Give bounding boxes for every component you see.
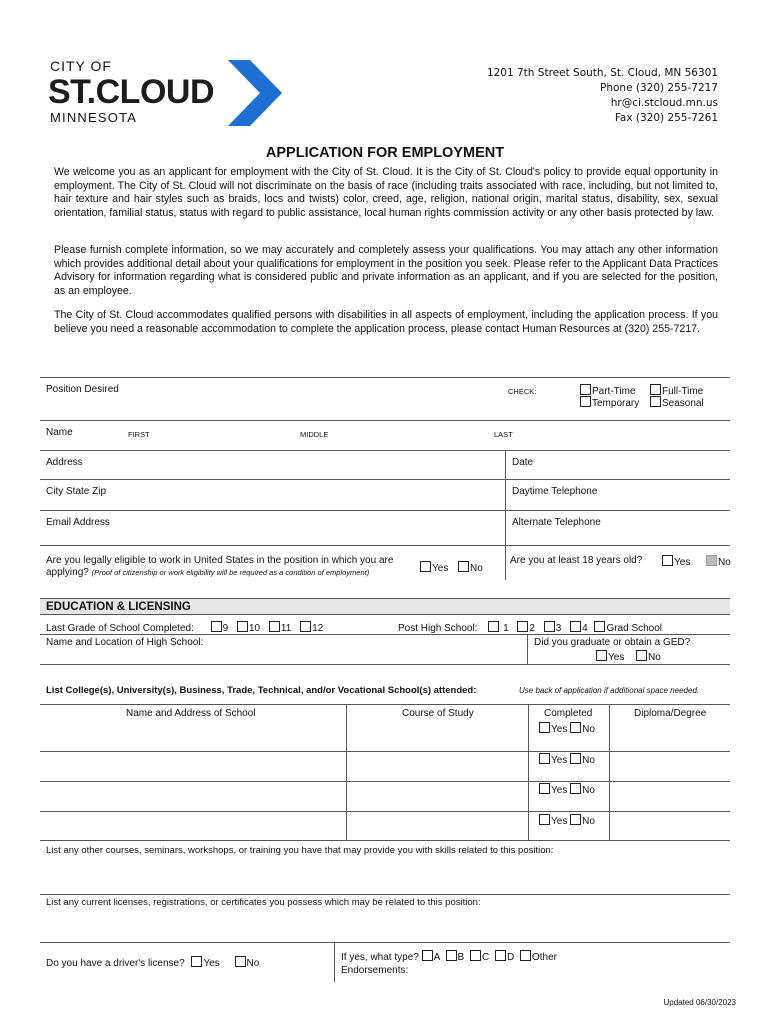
ged-yes-option[interactable] [596,650,624,663]
intro-paragraph-3: The City of St. Cloud accommodates qualified persons with disabilities in all aspects of employment, including the application process. If you believe you need a reasonable accommodation to complete the application process, please contact Human Resources at (320) 255-7217. [54,309,718,335]
ged-question: Did you graduate or obtain a GED? [534,637,691,648]
post-3-text: 3 [555,623,562,634]
email-label: Email Address [46,517,110,528]
date-label: Date [512,457,534,468]
post-1-checkbox[interactable] [488,621,499,632]
school-col-divider-2 [528,704,529,840]
license-type-label: If yes, what type? [341,952,419,963]
post-3-checkbox[interactable] [544,621,555,632]
logo-city-of: CITY OF [50,58,112,74]
position-desired-label: Position Desired [46,384,119,395]
ged-yes-checkbox[interactable] [596,650,607,661]
daytime-phone-label: Daytime Telephone [512,486,598,497]
school-3-yes-text: Yes [551,785,568,796]
school-2-yes-checkbox[interactable] [539,753,550,764]
contact-email[interactable]: hr@ci.stcloud.mn.us [610,97,718,109]
grade-9-option[interactable] [211,623,229,634]
eligibility-note: (Proof of citizenship or work eligibility will be required as a condition of employment) [91,568,370,577]
type-a-checkbox[interactable] [422,950,433,961]
colleges-heading: List College(s), University(s), Business, Trade, Technical, and/or Vocational School(s) attended: [46,685,477,696]
grade-12-option[interactable] [300,623,323,634]
eligible-yes-text: Yes [432,563,449,574]
drivers-license-group [46,956,259,969]
post-4-checkbox[interactable] [570,621,581,632]
drivers-yes-text: Yes [203,958,220,969]
grade-10-checkbox[interactable] [237,621,248,632]
drivers-license-label: Do you have a driver's license? [46,958,185,969]
eligibility-question [46,555,406,579]
grade-11-checkbox[interactable] [269,621,280,632]
grade-12-text: 12 [312,623,324,634]
school-1-yes-text: Yes [551,724,568,735]
school-2-yes-text: Yes [551,755,568,766]
licenses-row[interactable] [40,942,730,943]
col-completed: Completed [544,708,593,719]
form-top-border [40,377,730,378]
temporary-option[interactable] [580,396,639,409]
contact-address: 1201 7th Street South, St. Cloud, MN 56301 [486,67,718,79]
temporary-checkbox[interactable] [580,396,591,407]
seasonal-text: Seasonal [662,398,704,409]
type-d-checkbox[interactable] [495,950,506,961]
column-divider [505,450,506,580]
age-question: Are you at least 18 years old? [510,555,643,566]
type-b-option[interactable] [446,952,465,963]
post-4-text: 4 [582,623,588,634]
other-courses-row[interactable] [40,894,730,895]
school-3-no-checkbox[interactable] [570,783,581,794]
post-2-text: 2 [529,623,535,634]
license-divider [334,942,335,982]
eligible-yes-option[interactable] [420,561,448,574]
first-name-label: FIRST [128,430,150,439]
chevron-right-icon [226,60,284,126]
school-4-yes-checkbox[interactable] [539,814,550,825]
intro-paragraph-1: We welcome you as an applicant for employment with the City of St. Cloud. It is the City of St. Cloud's policy to provide equal opportunity in employment. The City of St. Cloud will not discriminate on the basis of race (including traits associated with race, including, but not limited to, hair texture and hair styles such as braids, locs and twists) color, creed, age, religion, national origin, marital status, disability, sex, sexual orientation, familial status, status with regard to public assistance, local human rights commission activity or any other basis protected by law. [54,166,718,219]
ged-divider [527,634,528,664]
seasonal-checkbox[interactable] [650,396,661,407]
type-b-text: B [457,952,465,963]
last-name-label: LAST [494,430,513,439]
last-grade-label: Last Grade of School Completed: [46,623,194,634]
logo-name: ST.CLOUD [48,73,214,111]
grade-9-text: 9 [222,623,229,634]
post-4-option[interactable] [570,623,588,634]
type-c-text: C [481,952,490,963]
school-col-divider-3 [609,704,610,840]
eligible-yes-checkbox[interactable] [420,561,431,572]
school-4-no-text: No [582,816,595,827]
last-grade-group [46,621,323,634]
post-1-option[interactable] [488,623,508,634]
school-row-1[interactable] [40,751,730,752]
full-time-checkbox[interactable] [650,384,661,395]
address-row[interactable] [40,479,730,480]
temporary-text: Temporary [592,398,640,409]
type-a-text: A [433,952,440,963]
hs-name-label: Name and Location of High School: [46,637,204,648]
post-2-checkbox[interactable] [517,621,528,632]
post-3-option[interactable] [544,623,562,634]
grade-11-option[interactable] [269,623,291,634]
alt-phone-label: Alternate Telephone [512,517,601,528]
contact-block [487,66,718,126]
eligible-no-option[interactable] [458,561,483,574]
grad-school-text: Grad School [606,623,663,634]
licenses-label: List any current licenses, registrations, or certificates you possess which may be related to this position: [46,897,481,908]
eligible-no-text: No [470,563,483,574]
position-row[interactable] [40,420,730,421]
type-d-option[interactable] [495,952,514,963]
contact-phone: Phone (320) 255-7217 [600,82,718,94]
drivers-no-checkbox[interactable] [235,956,246,967]
education-section-header: EDUCATION & LICENSING [40,598,730,615]
part-time-checkbox[interactable] [580,384,591,395]
type-other-text: Other [532,952,558,963]
city-state-zip-label: City State Zip [46,486,107,497]
post-1-text: 1 [503,623,509,634]
logo-state: MINNESOTA [50,110,138,125]
name-row[interactable] [40,450,730,451]
eligible-no-checkbox[interactable] [458,561,469,572]
eligibility-question-text: Are you legally eligible to work in United States in the position in which you are applying? [46,555,394,578]
other-courses-label: List any other courses, seminars, workshops, or training you have that may provide you with skills related to this position: [46,845,554,856]
part-time-text: Part-Time [592,386,636,397]
age-yes-option[interactable] [662,555,690,568]
post-2-option[interactable] [517,623,535,634]
type-d-text: D [506,952,515,963]
school-4-completed[interactable] [539,814,595,827]
ged-no-option[interactable] [636,650,661,663]
contact-fax: Fax (320) 255-7261 [614,112,718,124]
school-table-top [40,704,730,705]
school-3-yes-checkbox[interactable] [539,783,550,794]
post-hs-label: Post High School: [398,623,478,634]
type-c-checkbox[interactable] [470,950,481,961]
type-other-option[interactable] [520,952,557,963]
school-col-divider-1 [346,704,347,840]
full-time-text: Full-Time [662,386,704,397]
post-hs-group [398,621,662,634]
email-row[interactable] [40,545,730,546]
drivers-yes-checkbox[interactable] [191,956,202,967]
address-label: Address [46,457,83,468]
age-yes-text: Yes [674,557,691,568]
intro-paragraph-2: Please furnish complete information, so we may accurately and completely assess your qualifications. You may attach any other information which provides additional detail about your qualifications for employment in the position you seek. Please refer to the Applicant Data Practices Advisory for information regarding what is considered public and private information as an applicant, and if you are selected for the position, as an employee. [54,244,718,297]
school-row-4[interactable] [40,840,730,841]
drivers-yes-option[interactable] [191,958,219,969]
school-1-completed[interactable] [539,722,595,735]
school-3-completed[interactable] [539,783,595,796]
school-4-no-checkbox[interactable] [570,814,581,825]
drivers-no-option[interactable] [235,958,260,969]
school-row-3[interactable] [40,811,730,812]
school-2-completed[interactable] [539,753,595,766]
page-title: APPLICATION FOR EMPLOYMENT [265,145,505,161]
hs-row[interactable] [40,664,730,665]
col-course: Course of Study [402,708,474,719]
school-2-no-text: No [582,755,595,766]
age-no-text: No [718,557,731,568]
grade-12-checkbox[interactable] [300,621,311,632]
col-diploma: Diploma/Degree [634,708,707,719]
school-1-yes-checkbox[interactable] [539,722,550,733]
check-label: CHECK: [508,387,537,396]
name-label: Name [46,427,73,438]
ged-no-text: No [648,652,661,663]
age-yes-checkbox[interactable] [662,555,673,566]
middle-name-label: MIDDLE [300,430,329,439]
seasonal-option[interactable] [650,396,704,409]
type-other-checkbox[interactable] [520,950,531,961]
school-1-no-checkbox[interactable] [570,722,581,733]
license-type-group [341,950,557,963]
type-a-option[interactable] [422,952,440,963]
grade-row-border [40,634,730,635]
age-no-checkbox[interactable] [706,555,717,566]
updated-date: Updated 06/30/2023 [663,998,736,1007]
grade-10-text: 10 [249,623,261,634]
type-c-option[interactable] [470,952,489,963]
use-back-note: Use back of application if additional space needed. [519,686,700,695]
grade-9-checkbox[interactable] [211,621,222,632]
age-no-option[interactable] [706,555,731,568]
ged-yes-text: Yes [608,652,625,663]
col-school-name: Name and Address of School [126,708,256,719]
school-4-yes-text: Yes [551,816,568,827]
grad-school-checkbox[interactable] [594,621,605,632]
endorsements-label: Endorsements: [341,965,409,976]
school-3-no-text: No [582,785,595,796]
school-2-no-checkbox[interactable] [570,753,581,764]
school-row-2[interactable] [40,781,730,782]
grade-11-text: 11 [280,623,292,634]
type-b-checkbox[interactable] [446,950,457,961]
drivers-no-text: No [246,958,260,969]
ged-no-checkbox[interactable] [636,650,647,661]
grade-10-option[interactable] [237,623,260,634]
grad-school-option[interactable] [594,623,662,634]
city-row[interactable] [40,510,730,511]
school-1-no-text: No [582,724,595,735]
